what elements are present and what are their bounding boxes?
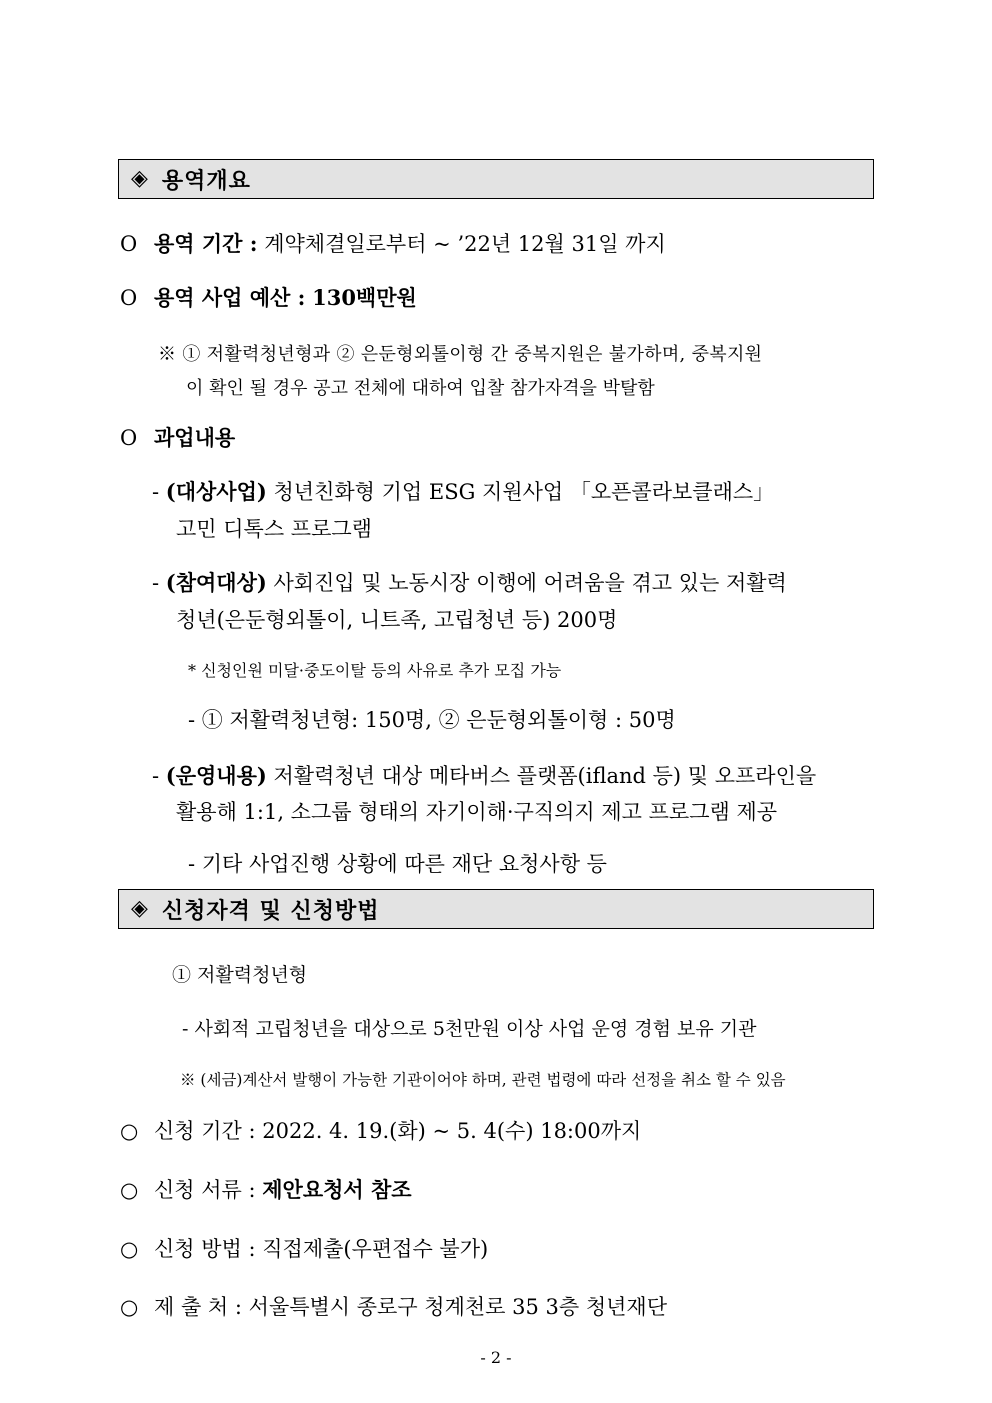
page-number: - 2 - [480, 1348, 512, 1367]
hollow-bullet-icon: ○ [120, 1295, 139, 1319]
participants-note: * 신청인원 미달·중도이탈 등의 사유로 추가 모집 가능 [188, 661, 562, 680]
target-business-text: 청년친화형 기업 ESG 지원사업 「오픈콜라보클래스」 [273, 480, 775, 504]
diamond-icon: ◈ [131, 896, 148, 921]
method-label: 신청 방법 : [154, 1237, 256, 1261]
dash-icon: - [152, 571, 160, 595]
method-value: 직접제출(우편접수 불가) [262, 1237, 489, 1261]
docs-label: 신청 서류 : [154, 1178, 256, 1202]
participants-tag: (참여대상) [165, 570, 267, 595]
dash-icon: - [152, 764, 160, 788]
circle-bullet-icon: O [120, 286, 138, 310]
target-business-line1 [152, 476, 774, 506]
operation-text: 저활력청년 대상 메타버스 플랫폼(ifland 등) 및 오프라인을 [273, 764, 817, 788]
type1-note: ※ (세금)계산서 발행이 가능한 기관이어야 하며, 관련 법령에 따라 선정을 취소 할 수 있음 [180, 1071, 786, 1089]
application-docs [120, 1174, 412, 1204]
docs-value: 제안요청서 참조 [262, 1177, 412, 1202]
app-period-value: 2022. 4. 19.(화) ~ 5. 4(수) 18:00까지 [262, 1119, 642, 1143]
participants-text: 사회진입 및 노동시장 이행에 어려움을 겪고 있는 저활력 [273, 571, 787, 595]
overview-tasks [120, 422, 235, 452]
application-method [120, 1233, 488, 1263]
overview-period [120, 228, 666, 258]
section-header-overview [118, 159, 874, 199]
target-business-tag: (대상사업) [165, 479, 267, 504]
hollow-bullet-icon: ○ [120, 1119, 139, 1143]
duplicate-note-line1: ※ ① 저활력청년형과 ② 은둔형외톨이형 간 중복지원은 불가하며, 중복지원 [158, 344, 763, 365]
type1-requirement: - 사회적 고립청년을 대상으로 5천만원 이상 사업 운영 경험 보유 기관 [182, 1018, 757, 1040]
dash-icon: - [152, 480, 160, 504]
circle-bullet-icon: O [120, 426, 138, 450]
section-header-application [118, 889, 874, 929]
budget-label: 용역 사업 예산 : [154, 285, 306, 310]
section-title: 용역개요 [161, 167, 251, 194]
hollow-bullet-icon: ○ [120, 1178, 139, 1202]
application-submit [120, 1291, 667, 1321]
submit-value: 서울특별시 종로구 청계천로 35 3층 청년재단 [248, 1295, 667, 1319]
operation-line2: 활용해 1:1, 소그룹 형태의 자기이해·구직의지 제고 프로그램 제공 [176, 800, 778, 824]
tasks-label: 과업내용 [154, 425, 236, 450]
budget-value: 130백만원 [312, 285, 417, 310]
submit-label: 제 출 처 : [154, 1295, 242, 1319]
target-business-line2: 고민 디톡스 프로그램 [176, 517, 372, 541]
section-title: 신청자격 및 신청방법 [161, 897, 380, 924]
period-value: 계약체결일로부터 ~ ’22년 12월 31일 까지 [264, 232, 666, 256]
type1-title: ① 저활력청년형 [172, 964, 308, 986]
application-period [120, 1115, 641, 1145]
app-period-label: 신청 기간 : [154, 1119, 256, 1143]
hollow-bullet-icon: ○ [120, 1237, 139, 1261]
duplicate-note-line2: 이 확인 될 경우 공고 전체에 대하여 입찰 참가자격을 박탈함 [186, 378, 655, 399]
period-label: 용역 기간 : [154, 231, 258, 256]
participants-line1 [152, 567, 787, 597]
operation-tag: (운영내용) [165, 763, 267, 788]
overview-budget [120, 282, 417, 312]
circle-bullet-icon: O [120, 232, 138, 256]
participants-split: - ① 저활력청년형: 150명, ② 은둔형외톨이형 : 50명 [188, 708, 676, 732]
participants-line2: 청년(은둔형외톨이, 니트족, 고립청년 등) 200명 [176, 608, 618, 632]
operation-etc: - 기타 사업진행 상황에 따른 재단 요청사항 등 [188, 852, 607, 876]
operation-line1 [152, 760, 816, 790]
diamond-icon: ◈ [131, 166, 148, 191]
